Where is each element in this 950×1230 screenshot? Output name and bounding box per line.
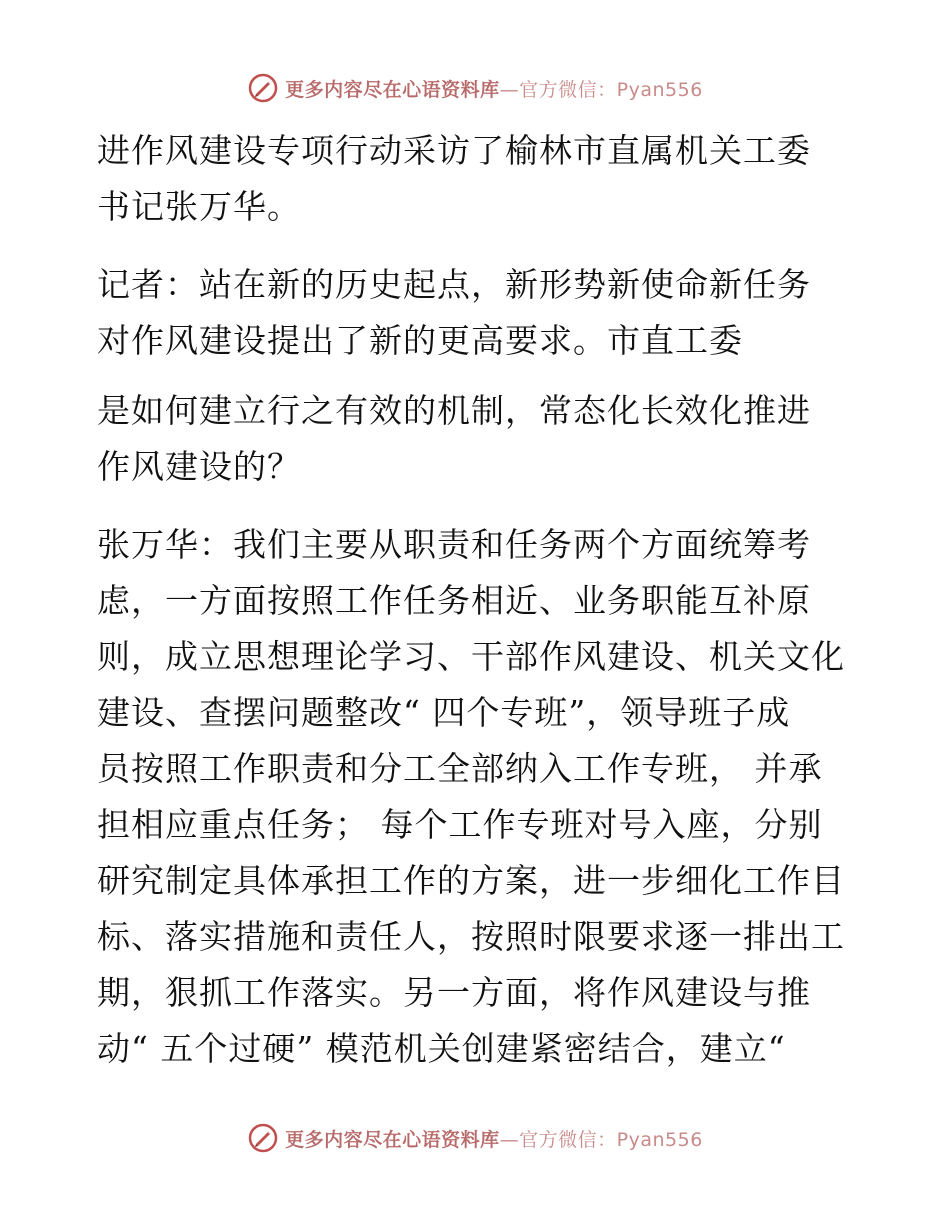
paragraph-answer (97, 517, 857, 1077)
text-line: 张万华：我们主要从职责和任务两个方面统筹考 (97, 525, 811, 564)
text-line: 期，狠抓工作落实。另一方面，将作风建设与推 (97, 973, 811, 1012)
text-line: 担相应重点任务； 每个工作专班对号入座，分别 (97, 805, 823, 844)
paragraph-question-2 (97, 383, 857, 495)
watermark-footer (0, 1122, 950, 1154)
text-line: 作风建设的？ (97, 447, 301, 486)
text-line: 建设、查摆问题整改“ 四个专班”，领导班子成 (97, 693, 791, 732)
paragraph-question-1 (97, 257, 857, 369)
watermark-text (285, 75, 703, 102)
watermark-main: 更多内容尽在心语资料库 (285, 78, 500, 101)
text-line: 对作风建设提出了新的更高要求。市直工委 (97, 321, 743, 360)
text-line: 标、落实措施和责任人，按照时限要求逐一排出工 (97, 917, 845, 956)
text-line: 进作风建设专项行动采访了榆林市直属机关工委 (97, 131, 811, 170)
watermark-header (0, 72, 950, 104)
watermark-main: 更多内容尽在心语资料库 (285, 1128, 500, 1151)
watermark-suffix: —官方微信：Pyan556 (499, 1128, 703, 1151)
text-line: 书记张万华。 (97, 187, 301, 226)
paragraph-intro (97, 123, 857, 235)
text-line: 是如何建立行之有效的机制，常态化长效化推进 (97, 391, 811, 430)
pen-logo-icon (247, 1122, 279, 1154)
text-line: 虑，一方面按照工作任务相近、业务职能互补原 (97, 581, 811, 620)
text-line: 员按照工作职责和分工全部纳入工作专班， 并承 (97, 749, 823, 788)
text-line: 动“ 五个过硬” 模范机关创建紧密结合，建立“ (97, 1029, 786, 1068)
watermark-suffix: —官方微信：Pyan556 (499, 78, 703, 101)
watermark-text (285, 1125, 703, 1152)
text-line: 则，成立思想理论学习、干部作风建设、机关文化 (97, 637, 845, 676)
text-line: 研究制定具体承担工作的方案，进一步细化工作目 (97, 861, 845, 900)
text-line: 记者：站在新的历史起点，新形势新使命新任务 (97, 265, 811, 304)
document-body (97, 123, 857, 1077)
pen-logo-icon (247, 72, 279, 104)
